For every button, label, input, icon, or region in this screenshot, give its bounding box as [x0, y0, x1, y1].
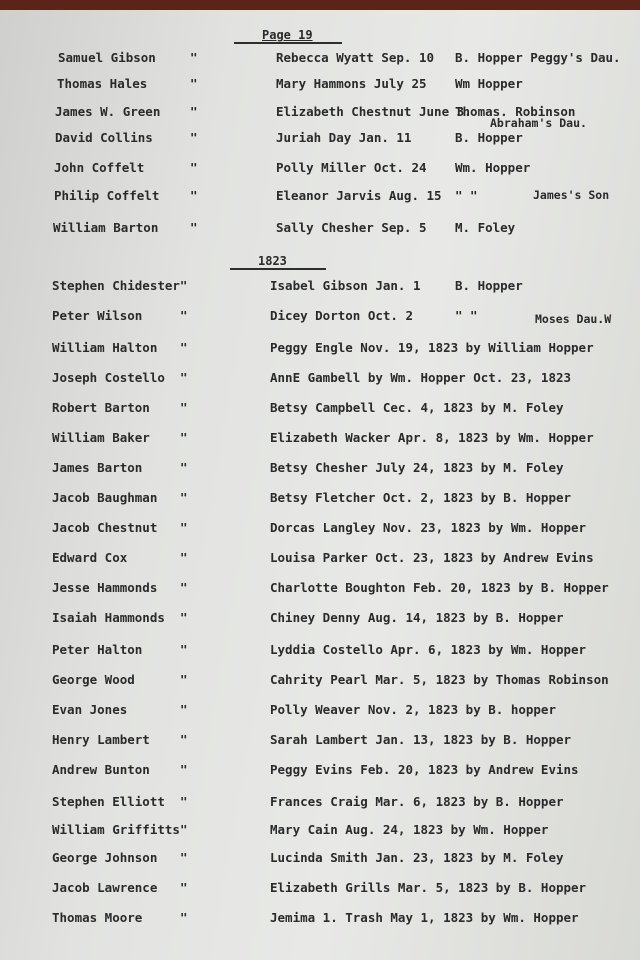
record-row [0, 104, 640, 130]
record-row [0, 910, 640, 930]
ditto-mark: " [180, 490, 188, 505]
groom-name: John Coffelt [54, 160, 145, 175]
groom-name: James Barton [52, 460, 143, 475]
record-row [0, 762, 640, 782]
ditto-mark: " [180, 762, 188, 777]
officiant-entry: Wm. Hopper [455, 160, 531, 175]
groom-name: Stephen Elliott [52, 794, 165, 809]
bride-entry: Cahrity Pearl Mar. 5, 1823 by Thomas Robinson [270, 672, 609, 687]
groom-name: Peter Halton [52, 642, 143, 657]
bride-entry: Louisa Parker Oct. 23, 1823 by Andrew Evins [270, 550, 594, 565]
record-row [0, 610, 640, 630]
bride-entry: Peggy Evins Feb. 20, 1823 by Andrew Evins [270, 762, 579, 777]
bride-entry: Dicey Dorton Oct. 2 [270, 308, 413, 323]
record-row [0, 850, 640, 870]
record-row [0, 308, 640, 328]
ditto-mark: " [190, 50, 198, 65]
record-row [0, 188, 640, 208]
ditto-mark: " [180, 850, 188, 865]
ditto-mark: " [180, 460, 188, 475]
bride-entry: Jemima 1. Trash May 1, 1823 by Wm. Hopper [270, 910, 579, 925]
ditto-mark: " [190, 76, 198, 91]
groom-name: Evan Jones [52, 702, 128, 717]
bride-entry: Peggy Engle Nov. 19, 1823 by William Hopper [270, 340, 594, 355]
officiant-entry: Thomas. Robinson [455, 104, 576, 119]
margin-note: Moses Dau.W [535, 312, 612, 326]
groom-name: David Collins [55, 130, 153, 145]
year-heading: 1823 [258, 254, 287, 268]
record-row [0, 702, 640, 722]
groom-name: Andrew Bunton [52, 762, 150, 777]
ditto-mark: " [180, 370, 188, 385]
margin-note: Abraham's Dau. [490, 116, 587, 130]
bride-entry: AnnE Gambell by Wm. Hopper Oct. 23, 1823 [270, 370, 572, 385]
groom-name: Stephen Chidester" [52, 278, 188, 293]
record-row [0, 490, 640, 510]
groom-name: Thomas Moore [52, 910, 143, 925]
record-row [0, 160, 640, 180]
ditto-mark: " [180, 910, 188, 925]
bride-entry: Elizabeth Wacker Apr. 8, 1823 by Wm. Hopper [270, 430, 594, 445]
bride-entry: Betsy Campbell Cec. 4, 1823 by M. Foley [270, 400, 564, 415]
groom-name: Peter Wilson [52, 308, 143, 323]
page-top-edge [0, 0, 640, 10]
officiant-entry: " " [455, 188, 478, 203]
groom-name: Jacob Chestnut [52, 520, 158, 535]
officiant-entry: B. Hopper [455, 278, 523, 293]
ditto-mark: " [180, 340, 188, 355]
record-row [0, 400, 640, 420]
page-heading: Page 19 [262, 28, 313, 42]
groom-name: Isaiah Hammonds [52, 610, 165, 625]
groom-name: George Johnson [52, 850, 158, 865]
bride-entry: Juriah Day Jan. 11 [276, 130, 412, 145]
groom-name: George Wood [52, 672, 135, 687]
ditto-mark: " [180, 642, 188, 657]
groom-name: Thomas Hales [57, 76, 148, 91]
ditto-mark: " [190, 130, 198, 145]
record-row [0, 520, 640, 540]
ditto-mark: " [180, 610, 188, 625]
record-row [0, 76, 640, 96]
bride-entry: Sarah Lambert Jan. 13, 1823 by B. Hopper [270, 732, 572, 747]
bride-entry: Lucinda Smith Jan. 23, 1823 by M. Foley [270, 850, 564, 865]
officiant-entry: " " [455, 308, 478, 323]
ditto-mark: " [190, 188, 198, 203]
ditto-mark: " [180, 550, 188, 565]
ditto-mark: " [180, 794, 188, 809]
groom-name: James W. Green [55, 104, 161, 119]
officiant-entry: M. Foley [455, 220, 516, 235]
record-row [0, 50, 640, 70]
record-row [0, 672, 640, 692]
ditto-mark: " [190, 104, 198, 119]
record-row [0, 278, 640, 298]
ditto-mark: " [180, 732, 188, 747]
record-row [0, 580, 640, 600]
ditto-mark: " [180, 430, 188, 445]
record-row [0, 794, 640, 814]
bride-entry: Chiney Denny Aug. 14, 1823 by B. Hopper [270, 610, 564, 625]
bride-entry: Elizabeth Chestnut June 3. [276, 104, 472, 119]
bride-entry: Mary Hammons July 25 [276, 76, 427, 91]
bride-entry: Polly Miller Oct. 24 [276, 160, 427, 175]
bride-entry: Sally Chesher Sep. 5 [276, 220, 427, 235]
record-row [0, 880, 640, 900]
groom-name: William Barton [53, 220, 159, 235]
ditto-mark: " [180, 520, 188, 535]
groom-name: William Baker [52, 430, 150, 445]
ditto-mark: " [180, 308, 188, 323]
officiant-entry: B. Hopper [455, 130, 523, 145]
record-row [0, 460, 640, 480]
groom-name: Philip Coffelt [54, 188, 160, 203]
bride-entry: Lyddia Costello Apr. 6, 1823 by Wm. Hopper [270, 642, 587, 657]
margin-note: James's Son [533, 188, 610, 202]
groom-name: Jacob Lawrence [52, 880, 158, 895]
ditto-mark: " [180, 672, 188, 687]
ditto-mark: " [180, 822, 188, 837]
bride-entry: Betsy Fletcher Oct. 2, 1823 by B. Hopper [270, 490, 572, 505]
bride-entry: Elizabeth Grills Mar. 5, 1823 by B. Hopper [270, 880, 587, 895]
groom-name: Henry Lambert [52, 732, 150, 747]
record-row [0, 130, 640, 150]
bride-entry: Betsy Chesher July 24, 1823 by M. Foley [270, 460, 564, 475]
groom-name: Joseph Costello [52, 370, 165, 385]
groom-name: William Halton [52, 340, 158, 355]
officiant-entry: B. Hopper Peggy's Dau. [455, 50, 621, 65]
bride-entry: Charlotte Boughton Feb. 20, 1823 by B. Hopper [270, 580, 609, 595]
groom-name: Jacob Baughman [52, 490, 158, 505]
page-heading-rule [234, 42, 342, 44]
bride-entry: Eleanor Jarvis Aug. 15 [276, 188, 442, 203]
groom-name: Edward Cox [52, 550, 128, 565]
groom-name: Jesse Hammonds [52, 580, 158, 595]
bride-entry: Dorcas Langley Nov. 23, 1823 by Wm. Hopper [270, 520, 587, 535]
ditto-mark: " [180, 580, 188, 595]
groom-name: William Griffitts [52, 822, 180, 837]
ditto-mark: " [180, 400, 188, 415]
record-row [0, 550, 640, 570]
ditto-mark: " [190, 220, 198, 235]
bride-entry: Frances Craig Mar. 6, 1823 by B. Hopper [270, 794, 564, 809]
ditto-mark: " [190, 160, 198, 175]
bride-entry: Isabel Gibson Jan. 1 [270, 278, 421, 293]
record-row [0, 822, 640, 842]
record-row [0, 732, 640, 752]
record-row [0, 220, 640, 240]
bride-entry: Rebecca Wyatt Sep. 10 [276, 50, 435, 65]
bride-entry: Polly Weaver Nov. 2, 1823 by B. hopper [270, 702, 556, 717]
ditto-mark: " [180, 702, 188, 717]
bride-entry: Mary Cain Aug. 24, 1823 by Wm. Hopper [270, 822, 549, 837]
record-row [0, 430, 640, 450]
record-row [0, 370, 640, 390]
year-heading-rule [230, 268, 326, 270]
record-row [0, 642, 640, 662]
groom-name: Samuel Gibson [58, 50, 156, 65]
groom-name: Robert Barton [52, 400, 150, 415]
record-row [0, 340, 640, 360]
officiant-entry: Wm Hopper [455, 76, 523, 91]
ditto-mark: " [180, 880, 188, 895]
